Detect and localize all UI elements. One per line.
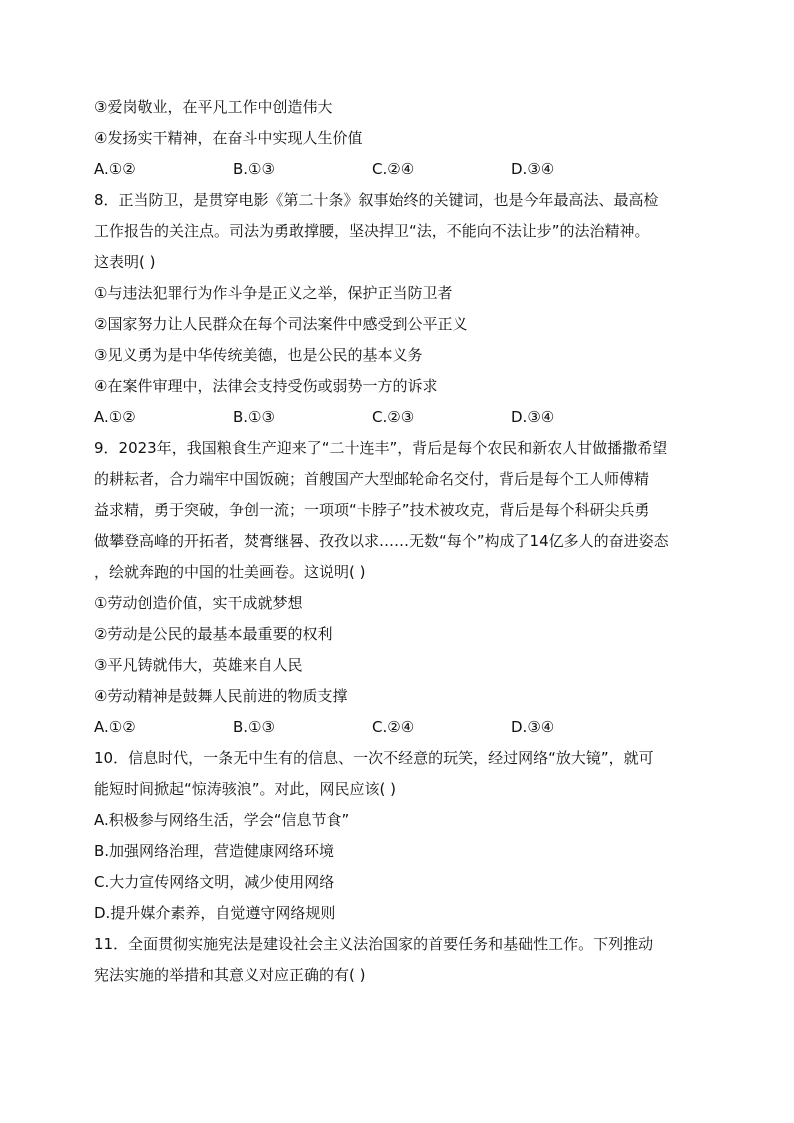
- q7-option-c: C.②④: [372, 160, 415, 178]
- page-content: [94, 92, 704, 991]
- q8-option-b: B.①③: [233, 408, 275, 426]
- q10-stem-line-1: 10．信息时代，一条无中生有的信息、一次不经意的玩笑，经过网络“放大镜”，就可: [94, 749, 654, 767]
- q9-options: [94, 712, 704, 743]
- q9-option-b: B.①③: [233, 718, 275, 736]
- q8-option-a: A.①②: [94, 408, 136, 426]
- q9-stem-line-3: 益求精，勇于突破，争创一流；一项项“卡脖子”技术被攻克，背后是每个科研尖兵勇: [94, 501, 650, 519]
- question-11: [94, 929, 704, 991]
- q9-option-a: A.①②: [94, 718, 136, 736]
- q9-stem-line-1: 9．2023年，我国粮食生产迎来了“二十连丰”，背后是每个农民和新农人甘做播撒希望: [94, 439, 668, 457]
- q7-option-d: D.③④: [511, 160, 555, 178]
- q7-item-3: ③爱岗敬业，在平凡工作中创造伟大: [94, 98, 333, 116]
- question-9: [94, 433, 704, 743]
- q8-option-c: C.②③: [372, 408, 415, 426]
- q9-stem-line-5: ，绘就奔跑的中国的壮美画卷。这说明( ): [94, 563, 366, 581]
- q8-stem-line-3: 这表明( ): [94, 253, 156, 271]
- q9-item-4: ④劳动精神是鼓舞人民前进的物质支撑: [94, 687, 348, 705]
- q8-stem-line-2: 工作报告的关注点。司法为勇敢撑腰，坚决捍卫“法，不能向不法让步”的法治精神。: [94, 222, 650, 240]
- q8-item-3: ③见义勇为是中华传统美德，也是公民的基本义务: [94, 346, 423, 364]
- q9-option-c: C.②④: [372, 718, 415, 736]
- q8-stem-line-1: 8．正当防卫，是贯穿电影《第二十条》叙事始终的关键词，也是今年最高法、最高检: [94, 191, 659, 209]
- q9-option-d: D.③④: [511, 718, 555, 736]
- question-10: [94, 743, 704, 929]
- q10-stem-line-2: 能短时间掀起“惊涛骇浪”。对此，网民应该( ): [94, 780, 397, 798]
- q10-choice-c: C.大力宣传网络文明，减少使用网络: [94, 873, 335, 891]
- q11-stem-line-1: 11．全面贯彻实施宪法是建设社会主义法治国家的首要任务和基础性工作。下列推动: [94, 935, 654, 953]
- q10-choice-a: A.积极参与网络生活，学会“信息节食”: [94, 811, 350, 829]
- q8-item-4: ④在案件审理中，法律会支持受伤或弱势一方的诉求: [94, 377, 438, 395]
- q8-options: [94, 402, 704, 433]
- q10-choice-d: D.提升媒介素养，自觉遵守网络规则: [94, 904, 336, 922]
- q11-stem-line-2: 宪法实施的举措和其意义对应正确的有( ): [94, 966, 366, 984]
- q7-options: [94, 154, 704, 185]
- q9-item-3: ③平凡铸就伟大，英雄来自人民: [94, 656, 303, 674]
- q7-option-a: A.①②: [94, 160, 136, 178]
- q9-stem-line-4: 做攀登高峰的开拓者，焚膏继晷、孜孜以求……无数“每个”构成了14亿多人的奋进姿态: [94, 532, 669, 550]
- q8-item-2: ②国家努力让人民群众在每个司法案件中感受到公平正义: [94, 315, 468, 333]
- q7-item-4: ④发扬实干精神，在奋斗中实现人生价值: [94, 129, 363, 147]
- q8-item-1: ①与违法犯罪行为作斗争是正义之举，保护正当防卫者: [94, 284, 453, 302]
- q7-option-b: B.①③: [233, 160, 275, 178]
- q9-item-1: ①劳动创造价值，实干成就梦想: [94, 594, 303, 612]
- q10-choice-b: B.加强网络治理，营造健康网络环境: [94, 842, 335, 860]
- q9-stem-line-2: 的耕耘者，合力端牢中国饭碗；首艘国产大型邮轮命名交付，背后是每个工人师傅精: [94, 470, 650, 488]
- q8-option-d: D.③④: [511, 408, 555, 426]
- q9-item-2: ②劳动是公民的最基本最重要的权利: [94, 625, 333, 643]
- question-8: [94, 185, 704, 433]
